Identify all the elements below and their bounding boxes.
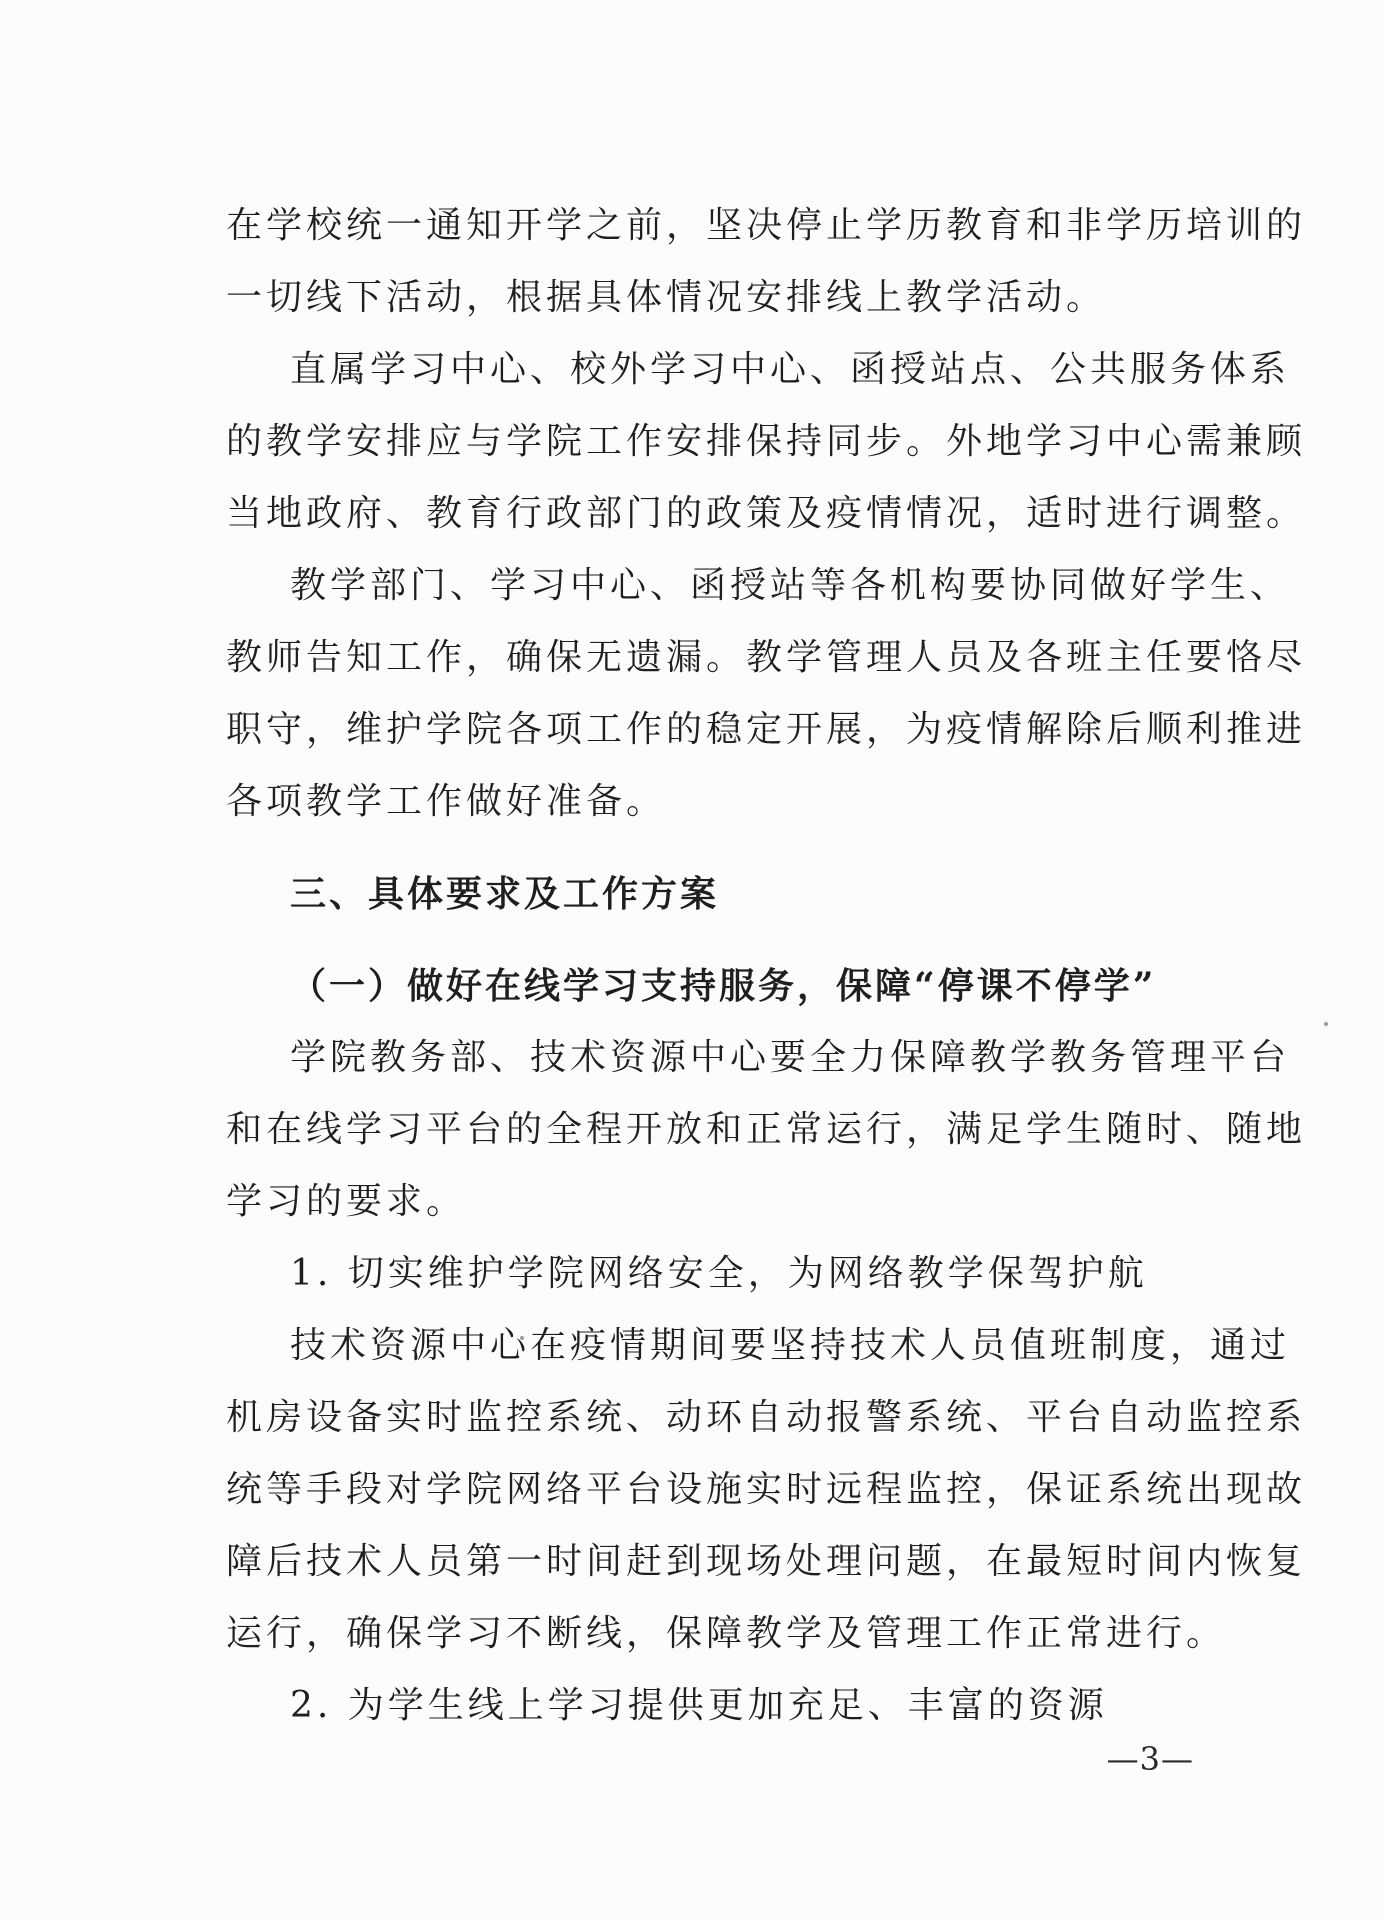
- paragraph-line: 学院教务部、技术资源中心要全力保障教学教务管理平台: [290, 1037, 1291, 1078]
- paragraph-line: 技术资源中心在疫情期间要坚持技术人员值班制度，通过: [290, 1325, 1291, 1366]
- paragraph-line: 职守，维护学院各项工作的稳定开展，为疫情解除后顺利推进: [226, 709, 1307, 750]
- section-gap: [226, 930, 1191, 950]
- section-gap: [226, 838, 1191, 858]
- page-number: —3—: [1106, 1740, 1194, 1778]
- paragraph-line: 教师告知工作，确保无遗漏。教学管理人员及各班主任要恪尽: [226, 637, 1307, 678]
- paragraph-line: 直属学习中心、校外学习中心、函授站点、公共服务体系: [290, 349, 1291, 390]
- paragraph-line: 机房设备实时监控系统、动环自动报警系统、平台自动监控系: [226, 1397, 1307, 1438]
- paragraph-line: 一切线下活动，根据具体情况安排线上教学活动。: [226, 277, 1107, 318]
- paragraph-line: 运行，确保学习不断线，保障教学及管理工作正常进行。: [226, 1613, 1227, 1654]
- section-heading: 三、具体要求及工作方案: [290, 873, 720, 915]
- paragraph-line: 当地政府、教育行政部门的政策及疫情情况，适时进行调整。: [226, 493, 1307, 534]
- subsection-heading: （一）做好在线学习支持服务，保障“停课不停学”: [290, 965, 1157, 1007]
- paragraph-line: 统等手段对学院网络平台设施实时远程监控，保证系统出现故: [226, 1469, 1307, 1510]
- paragraph-line: 的教学安排应与学院工作安排保持同步。外地学习中心需兼顾: [226, 421, 1307, 462]
- scan-speck: [1324, 1022, 1328, 1026]
- numbered-item-heading: 2. 为学生线上学习提供更加充足、丰富的资源: [290, 1685, 1108, 1726]
- paragraph-line: 教学部门、学习中心、函授站等各机构要协同做好学生、: [290, 565, 1291, 606]
- document-body: [226, 190, 1307, 1742]
- numbered-item-heading: 1. 切实维护学院网络安全，为网络教学保驾护航: [290, 1253, 1148, 1294]
- paragraph-line: 在学校统一通知开学之前，坚决停止学历教育和非学历培训的: [226, 205, 1307, 246]
- paragraph-line: 各项教学工作做好准备。: [226, 781, 667, 822]
- paragraph-line: 学习的要求。: [226, 1181, 467, 1222]
- paragraph-line: 和在线学习平台的全程开放和正常运行，满足学生随时、随地: [226, 1109, 1307, 1150]
- paragraph-line: 障后技术人员第一时间赶到现场处理问题，在最短时间内恢复: [226, 1541, 1307, 1582]
